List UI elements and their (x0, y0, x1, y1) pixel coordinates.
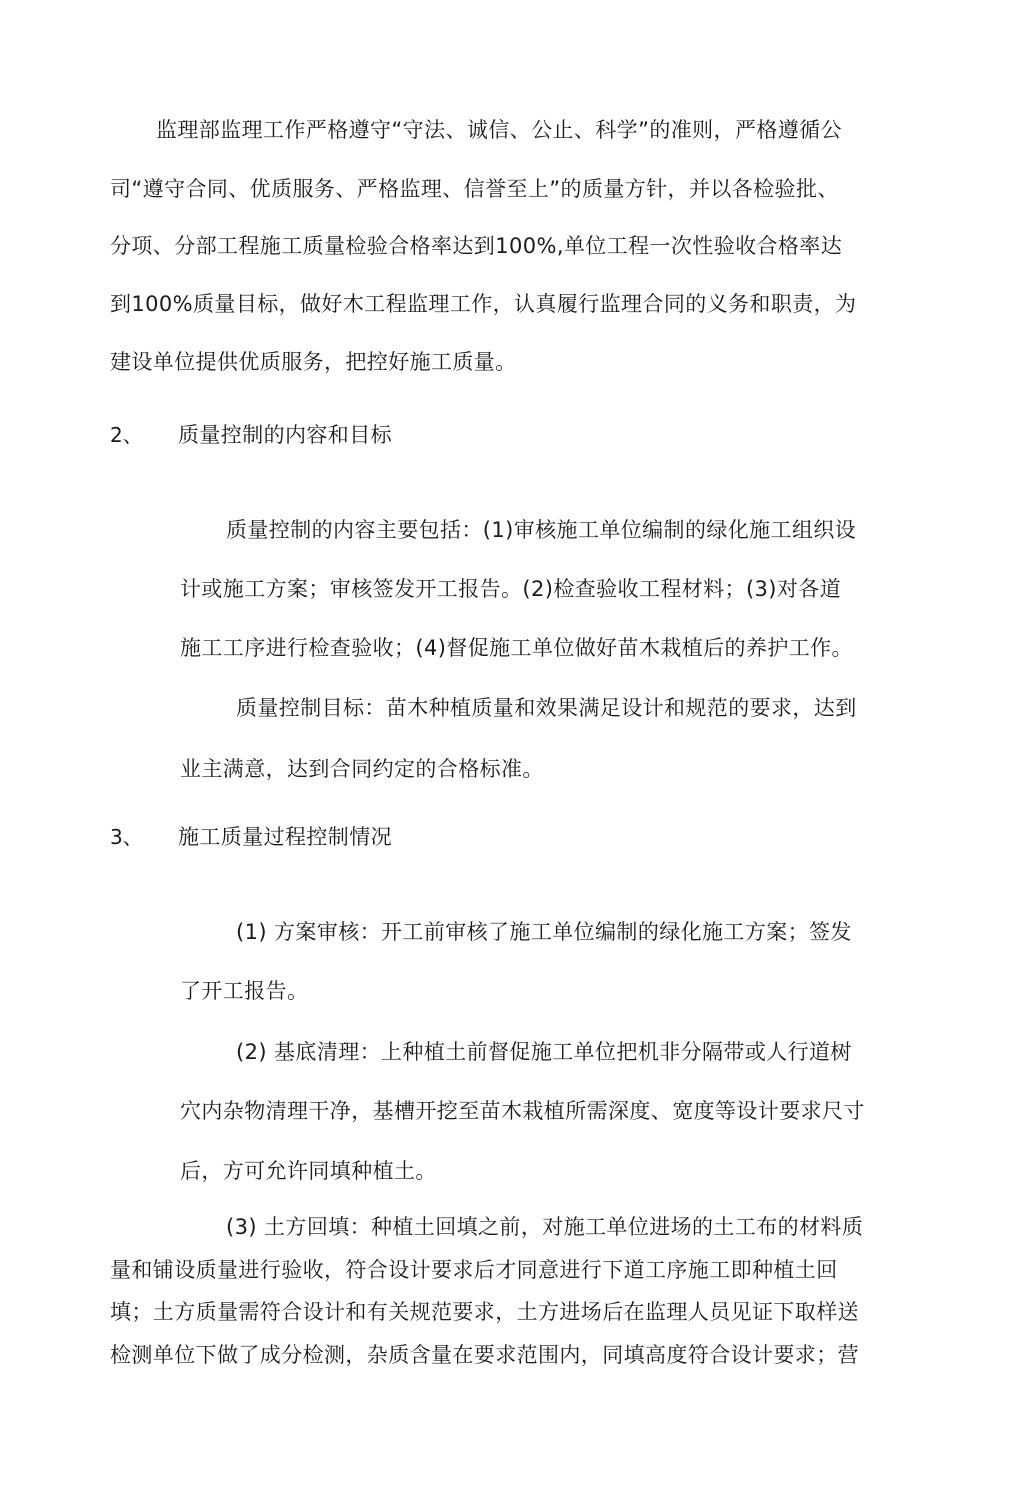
text-line: (3) 土方回填：种植土回填之前，对施工单位进场的土工布的材料质 (226, 1215, 864, 1239)
text-line: 填；土方质量需符合设计和有关规范要求，土方进场后在监理人员见证下取样送 (110, 1300, 859, 1324)
text-line: 建设单位提供优质服务，把控好施工质量。 (110, 350, 517, 374)
text-line: 到100%质量目标，做好木工程监理工作，认真履行监理合同的义务和职责，为 (110, 292, 857, 316)
text-line: 施工工序进行检查验收；(4)督促施工单位做好苗木栽植后的养护工作。 (180, 636, 853, 660)
text-line: 量和铺设质量进行验收，符合设计要求后才同意进行下道工序施工即种植土回 (110, 1258, 838, 1282)
text-line: 检测单位下做了成分检测，杂质含量在要求范围内，同填高度符合设计要求；营 (110, 1343, 859, 1367)
text-line: 计或施工方案；审核签发开工报告。(2)检查验收工程材料；(3)对各道 (180, 577, 842, 601)
text-line: (1) 方案审核：开工前审核了施工单位编制的绿化施工方案；签发 (236, 920, 852, 944)
text-line: 质量控制目标：苗木种植质量和效果满足设计和规范的要求，达到 (236, 696, 857, 720)
text-line: 质量控制的内容主要包括：(1)审核施工单位编制的绿化施工组织设 (226, 518, 857, 542)
text-line: 后，方可允许同填种植土。 (180, 1159, 437, 1183)
text-line: 穴内杂物清理干净，基槽开挖至苗木栽植所需深度、宽度等设计要求尺寸 (180, 1099, 865, 1123)
section-number: 2、 (110, 423, 143, 447)
text-line: 分项、分部工程施工质量检验合格率达到100%,单位工程一次性验收合格率达 (110, 234, 843, 258)
text-line: 业主满意，达到合同约定的合格标准。 (180, 757, 544, 781)
text-line: 监理部监理工作严格遵守“守法、诚信、公止、科学”的准则，严格遵循公 (156, 118, 842, 142)
section-title: 施工质量过程控制情况 (178, 825, 392, 849)
text-line: (2) 基底清理：上种植土前督促施工单位把机非分隔带或人行道树 (236, 1040, 852, 1064)
section-number: 3、 (110, 825, 143, 849)
text-line: 司“遵守合同、优质服务、严格监理、信誉至上”的质量方针，并以各检验批、 (110, 177, 839, 201)
text-line: 了开工报告。 (180, 979, 309, 1003)
section-title: 质量控制的内容和目标 (178, 423, 392, 447)
